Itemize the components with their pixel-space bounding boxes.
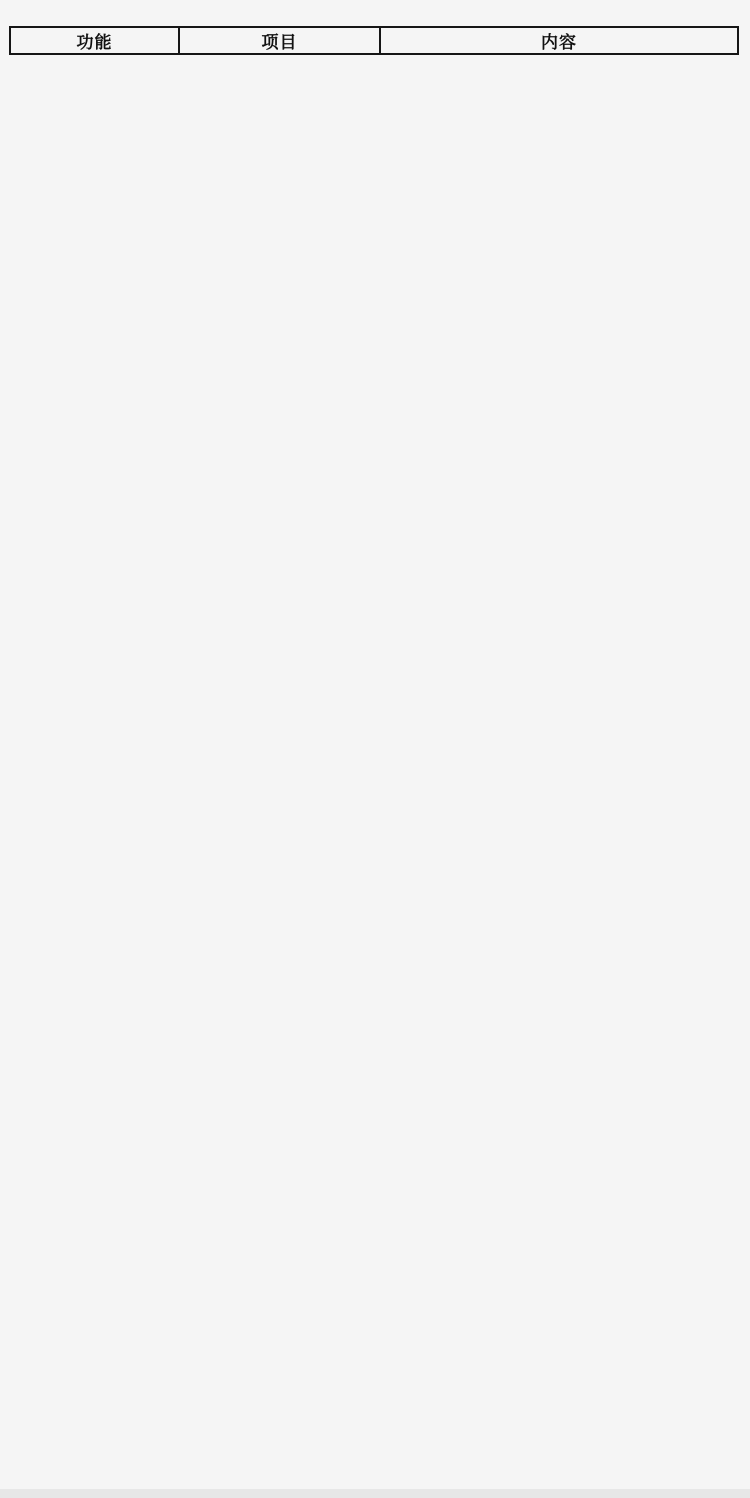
col-header-item: 项目 (179, 27, 380, 54)
col-header-content: 内容 (380, 27, 738, 54)
col-header-function: 功能 (10, 27, 179, 54)
bottom-strip (0, 1489, 750, 1498)
spec-table (9, 26, 739, 55)
header-row (10, 27, 738, 54)
